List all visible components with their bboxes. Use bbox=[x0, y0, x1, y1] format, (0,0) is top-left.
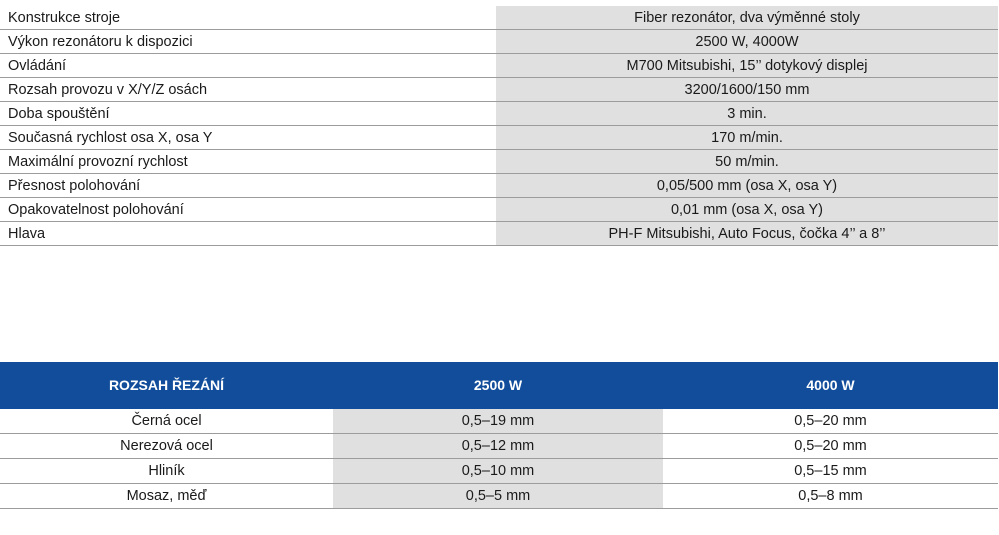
spec-row bbox=[0, 174, 998, 198]
spec-row bbox=[0, 126, 998, 150]
material-cell: Nerezová ocel bbox=[0, 434, 333, 458]
header-2500w: 2500 W bbox=[473, 377, 523, 393]
spec-label: Ovládání bbox=[0, 54, 496, 77]
spec-label: Přesnost polohování bbox=[0, 174, 496, 197]
spec-row bbox=[0, 198, 998, 222]
spec-label: Rozsah provozu v X/Y/Z osách bbox=[0, 78, 496, 101]
header-4000w: 4000 W bbox=[806, 377, 855, 393]
spec-row bbox=[0, 78, 998, 102]
table-row bbox=[0, 409, 998, 434]
material-cell: Hliník bbox=[0, 459, 333, 483]
spec-label: Výkon rezonátoru k dispozici bbox=[0, 30, 496, 53]
value-4000w-cell: 0,5–20 mm bbox=[663, 434, 998, 458]
spec-row bbox=[0, 6, 998, 30]
material-cell: Černá ocel bbox=[0, 409, 333, 433]
value-2500w-cell: 0,5–12 mm bbox=[333, 434, 663, 458]
spec-value: 170 m/min. bbox=[496, 126, 998, 149]
cutting-range-table bbox=[0, 362, 998, 509]
spec-label: Opakovatelnost polohování bbox=[0, 198, 496, 221]
spec-value: M700 Mitsubishi, 15’’ dotykový displej bbox=[496, 54, 998, 77]
value-2500w-cell: 0,5–5 mm bbox=[333, 484, 663, 508]
spec-label: Doba spouštění bbox=[0, 102, 496, 125]
spec-label: Konstrukce stroje bbox=[0, 6, 496, 29]
value-4000w-cell: 0,5–8 mm bbox=[663, 484, 998, 508]
spec-value: 3 min. bbox=[496, 102, 998, 125]
spec-value: 0,01 mm (osa X, osa Y) bbox=[496, 198, 998, 221]
cutting-table-header bbox=[0, 362, 998, 409]
header-cutting-range: ROZSAH ŘEZÁNÍ bbox=[108, 377, 225, 393]
material-cell: Mosaz, měď bbox=[0, 484, 333, 508]
value-2500w-cell: 0,5–10 mm bbox=[333, 459, 663, 483]
spec-label: Hlava bbox=[0, 222, 496, 245]
value-4000w-cell: 0,5–15 mm bbox=[663, 459, 998, 483]
spec-value: Fiber rezonátor, dva výměnné stoly bbox=[496, 6, 998, 29]
spec-label: Současná rychlost osa X, osa Y bbox=[0, 126, 496, 149]
spec-value: 50 m/min. bbox=[496, 150, 998, 173]
spec-row bbox=[0, 102, 998, 126]
spec-value: PH-F Mitsubishi, Auto Focus, čočka 4’’ a 8’’ bbox=[496, 222, 998, 245]
spec-label: Maximální provozní rychlost bbox=[0, 150, 496, 173]
table-row bbox=[0, 434, 998, 459]
spec-value: 3200/1600/150 mm bbox=[496, 78, 998, 101]
spec-row bbox=[0, 30, 998, 54]
spec-row bbox=[0, 54, 998, 78]
spec-table bbox=[0, 6, 998, 246]
table-row bbox=[0, 459, 998, 484]
table-row bbox=[0, 484, 998, 509]
spec-row bbox=[0, 222, 998, 246]
value-2500w-cell: 0,5–19 mm bbox=[333, 409, 663, 433]
spec-value: 0,05/500 mm (osa X, osa Y) bbox=[496, 174, 998, 197]
value-4000w-cell: 0,5–20 mm bbox=[663, 409, 998, 433]
spec-value: 2500 W, 4000W bbox=[496, 30, 998, 53]
spec-row bbox=[0, 150, 998, 174]
